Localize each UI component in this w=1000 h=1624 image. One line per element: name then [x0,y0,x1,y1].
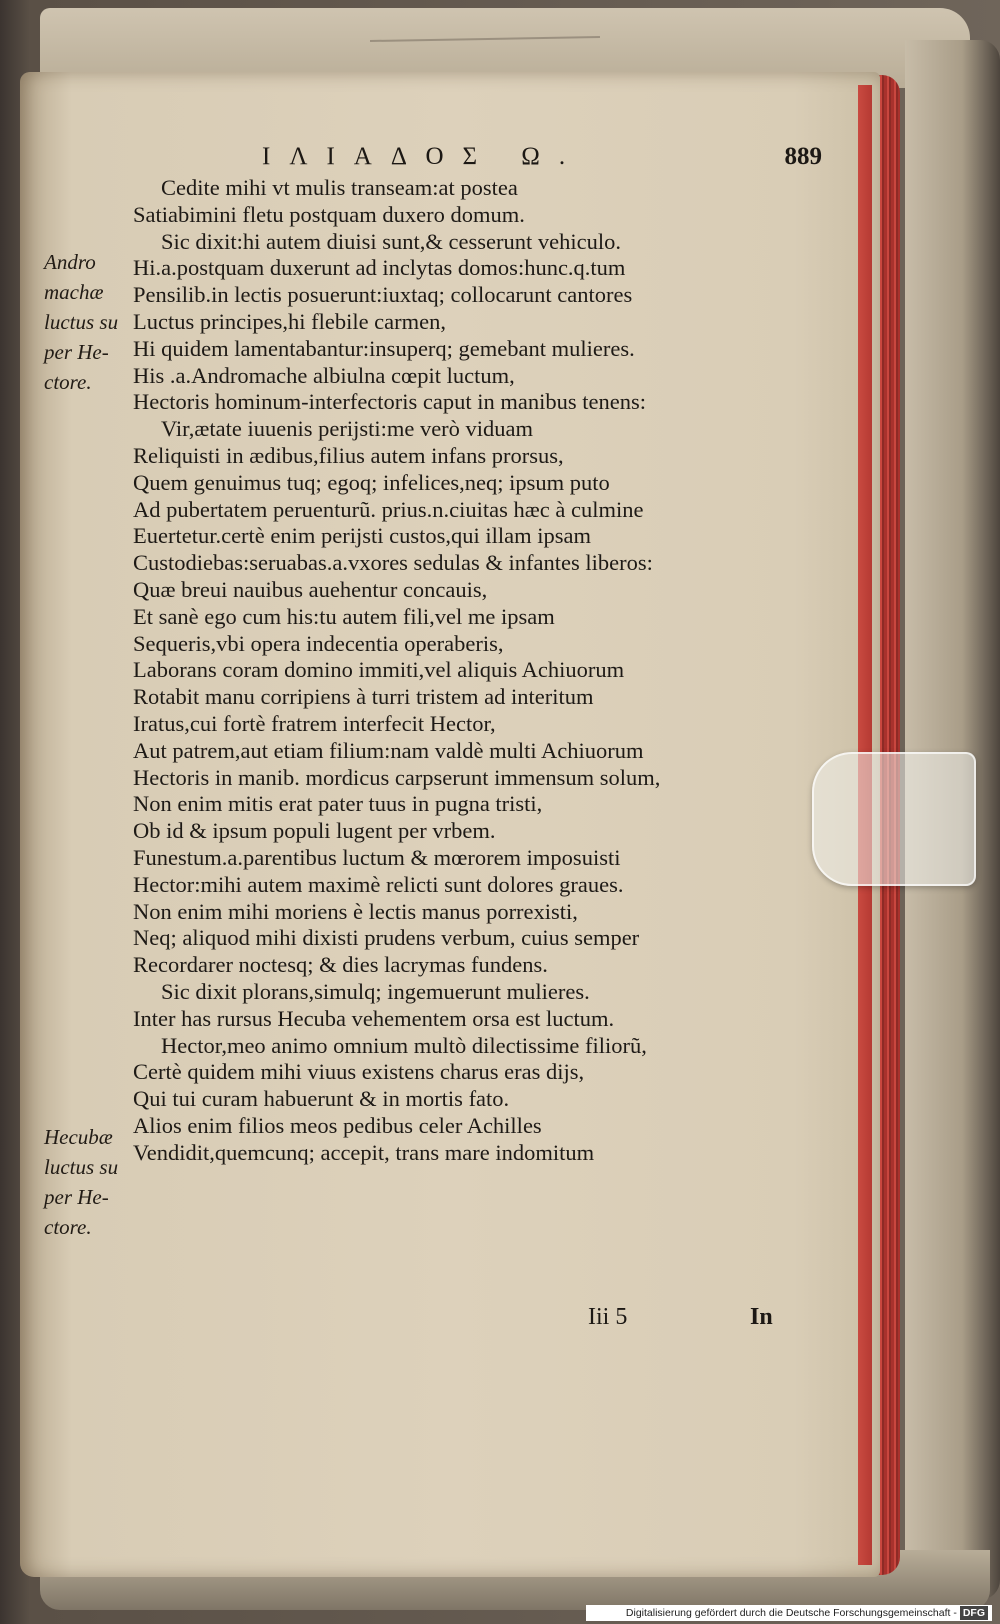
verse-line: Hi quidem lamentabantur:insuperq; gemebant mulieres. [133,335,635,361]
margin-note-line: per He- [44,340,109,364]
running-title: ΙΛΙΑΔΟΣ Ω. [262,143,585,170]
margin-note-line: luctus su [44,310,119,334]
verse-line: Aut patrem,aut etiam filium:nam valdè multi Achiuorum [133,737,644,763]
verse-text [133,175,813,1166]
verse-line: Ob id & ipsum populi lugent per vrbem. [133,818,496,844]
verse-line: Pensilib.in lectis posuerunt:iuxtaq; collocarunt cantores [133,282,633,308]
margin-note-andromache [44,247,134,397]
verse-line: Hector:mihi autem maximè relicti sunt dolores graues. [133,871,624,897]
dfg-logo: DFG [960,1606,988,1620]
verse-line: Hi.a.postquam duxerunt ad inclytas domos:hunc.q.tum [133,255,626,281]
verse-line: Euertetur.certè enim perijsti custos,qui illam ipsam [133,523,592,549]
verse-line: Hectoris in manib. mordicus carpserunt immensum solum, [133,764,661,790]
digitization-credit [586,1605,992,1621]
verse-line: Reliquisti in ædibus,filius autem infans prorsus, [133,442,564,468]
margin-note-line: Hecubæ [44,1125,113,1149]
verse-line: Funestum.a.parentibus luctum & mœrorem imposuisti [133,844,621,870]
margin-note-hecuba [44,1122,134,1242]
margin-note-line: per He- [44,1185,109,1209]
catchword: In [750,1304,773,1330]
verse-line: Alios enim filios meos pedibus celer Achilles [133,1112,542,1138]
verse-line: Laborans coram domino immiti,vel aliquis Achiuorum [133,657,625,683]
verse-line: Hectoris hominum-interfectoris caput in manibus tenens: [133,389,646,415]
verse-line: His .a.Andromache albiulna cœpit luctum, [133,362,515,388]
verse-line: Vendidit,quemcunq; accepit, trans mare indomitum [133,1139,595,1165]
glass-clip [812,752,976,886]
verse-line: Neq; aliquod mihi dixisti prudens verbum, cuius semper [133,925,640,951]
margin-note-line: ctore. [44,370,92,394]
verse-line: Rotabit manu corripiens à turri tristem ad interitum [133,684,594,710]
verse-line: Et sanè ego cum his:tu autem fili,vel me ipsam [133,603,555,629]
verse-line: Satiabimini fletu postquam duxero domum. [133,201,525,227]
verse-line: Non enim mihi moriens è lectis manus porrexisti, [133,898,578,924]
verse-line: Iratus,cui fortè fratrem interfecit Hector, [133,710,496,736]
verse-line: Quæ breui nauibus auehentur concauis, [133,576,488,602]
page-number: 889 [784,143,822,170]
verse-line: Hector,meo animo omnium multò dilectissime filiorũ, [161,1032,647,1058]
verse-line: Ad pubertatem peruenturũ. prius.n.ciuitas hæc à culmine [133,496,644,522]
running-head [262,143,822,177]
margin-note-line: ctore. [44,1215,92,1239]
verse-line: Inter has rursus Hecuba vehementem orsa est luctum. [133,1005,615,1031]
verse-line: Cedite mihi vt mulis transeam:at postea [161,175,518,200]
verse-line: Sequeris,vbi opera indecentia operaberis, [133,630,504,656]
verse-line: Recordarer noctesq; & dies lacrymas fundens. [133,952,548,978]
verse-line: Sic dixit plorans,simulq; ingemuerunt mulieres. [161,978,590,1004]
margin-note-line: luctus su [44,1155,119,1179]
credit-text: Digitalisierung gefördert durch die Deutsche Forschungsgemeinschaft - [625,1607,957,1619]
verse-line: Vir,ætate iuuenis perijsti:me verò viduam [161,416,534,442]
verse-line: Non enim mitis erat pater tuus in pugna tristi, [133,791,543,817]
verse-line: Luctus principes,hi flebile carmen, [133,308,447,334]
signature-mark: Iii 5 [588,1304,628,1330]
verse-line: Sic dixit:hi autem diuisi sunt,& cesserunt vehiculo. [161,228,621,254]
verse-line: Quem genuimus tuq; egoq; infelices,neq; ipsum puto [133,469,610,495]
verse-line: Custodiebas:seruabas.a.vxores sedulas & infantes liberos: [133,550,653,576]
verse-line: Qui tui curam habuerunt & in mortis fato. [133,1086,510,1112]
verse-line: Certè quidem mihi viuus existens charus eras dijs, [133,1059,585,1085]
margin-note-line: Andro [44,250,96,274]
margin-note-line: machæ [44,280,104,304]
